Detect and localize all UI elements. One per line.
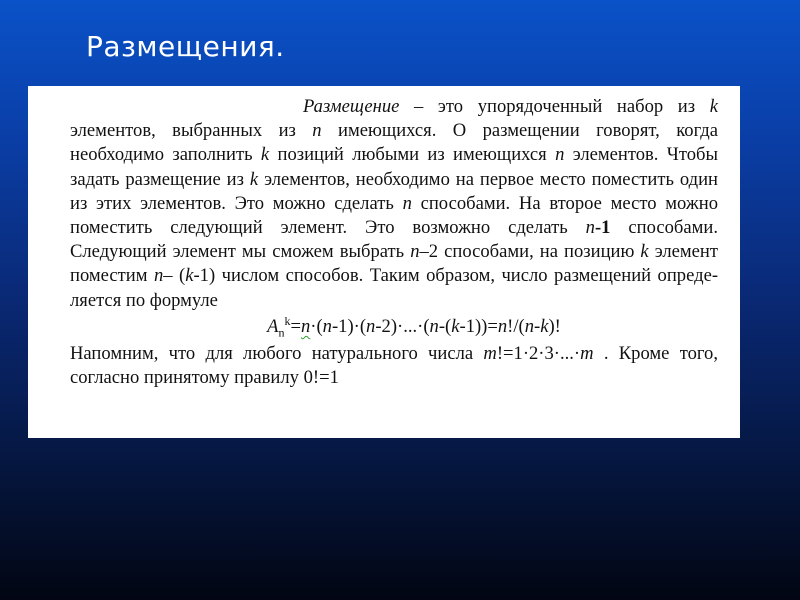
var-k: k bbox=[249, 168, 259, 190]
formula-var-n: n bbox=[497, 315, 508, 337]
var-n: n bbox=[312, 120, 322, 142]
text-fragment: элемент поместим bbox=[70, 241, 718, 287]
var-n: n bbox=[585, 217, 595, 239]
reminder-paragraph bbox=[70, 342, 718, 390]
definition-paragraph bbox=[70, 95, 718, 313]
formula-subscript-n: n bbox=[278, 325, 285, 340]
formula-fragment: -1)·( bbox=[331, 315, 367, 337]
text-fragment: элементов. Чтобы задать размещение из bbox=[70, 144, 718, 190]
text-fragment: – ( bbox=[163, 265, 186, 287]
formula-var-n: n bbox=[524, 315, 535, 337]
formula-var-n: n bbox=[300, 315, 311, 337]
var-n: n bbox=[410, 241, 420, 263]
var-n: n bbox=[555, 144, 565, 166]
placement-formula bbox=[70, 315, 718, 339]
var-k: k bbox=[709, 96, 718, 117]
formula-fragment: )! bbox=[548, 315, 561, 337]
formula-equals: = bbox=[290, 315, 301, 337]
var-m: m bbox=[580, 343, 594, 365]
var-k: k bbox=[640, 241, 649, 263]
formula-var-n: n bbox=[322, 315, 332, 337]
formula-var-n: n bbox=[429, 315, 439, 337]
text-fragment: !=1·2·3·...· bbox=[496, 343, 581, 365]
text-panel bbox=[28, 86, 740, 438]
formula-var-k: k bbox=[540, 315, 549, 337]
var-k: k bbox=[260, 144, 270, 166]
formula-fragment: -1))= bbox=[459, 315, 498, 337]
formula-fragment: -2)·...·( bbox=[375, 315, 430, 337]
text-fragment: –2 способами, на позицию bbox=[419, 241, 641, 263]
formula-var-n: n bbox=[366, 315, 376, 337]
var-n: n bbox=[153, 265, 164, 287]
text-fragment: способами. На второе место можно поместить следующий элемент. Это возможно сделать bbox=[70, 192, 718, 239]
text-fragment: Напомним, что для любого натурального числа bbox=[70, 343, 484, 365]
text-fragment: позиций любыми из имеющихся bbox=[269, 144, 556, 166]
text-fragment: способами. Следующий элемент мы сможем выбрать bbox=[70, 217, 718, 263]
term-placement: Размещение bbox=[303, 96, 400, 117]
text-fragment: – это упорядоченный набор из bbox=[399, 96, 710, 117]
formula-fragment: ·( bbox=[310, 315, 323, 337]
text-fragment: -1) числом способов. Таким образом, число размещений опреде-ляется по формуле bbox=[70, 265, 719, 311]
formula-var-k: k bbox=[451, 315, 460, 337]
var-m: m bbox=[483, 343, 497, 365]
formula-a: A bbox=[267, 315, 279, 337]
var-k: k bbox=[185, 265, 194, 287]
minus-one-bold: -1 bbox=[594, 217, 611, 239]
text-fragment: элементов, выбранных из bbox=[70, 120, 313, 142]
var-n: n bbox=[402, 192, 412, 214]
text-fragment: имеющихся. О размещении говорят, когда необходимо заполнить bbox=[70, 120, 718, 166]
formula-fragment: - bbox=[534, 315, 541, 337]
formula-fragment: -( bbox=[438, 315, 452, 337]
formula-fragment: !/( bbox=[507, 315, 525, 337]
text-fragment: элементов, необходимо на первое место поместить один из этих элементов. Это можно сделать bbox=[70, 168, 718, 214]
text-fragment: . Кроме того, согласно принятому правилу 0!=1 bbox=[70, 343, 718, 389]
slide-title: Размещения. bbox=[86, 30, 285, 63]
formula-superscript-k: k bbox=[284, 313, 291, 328]
